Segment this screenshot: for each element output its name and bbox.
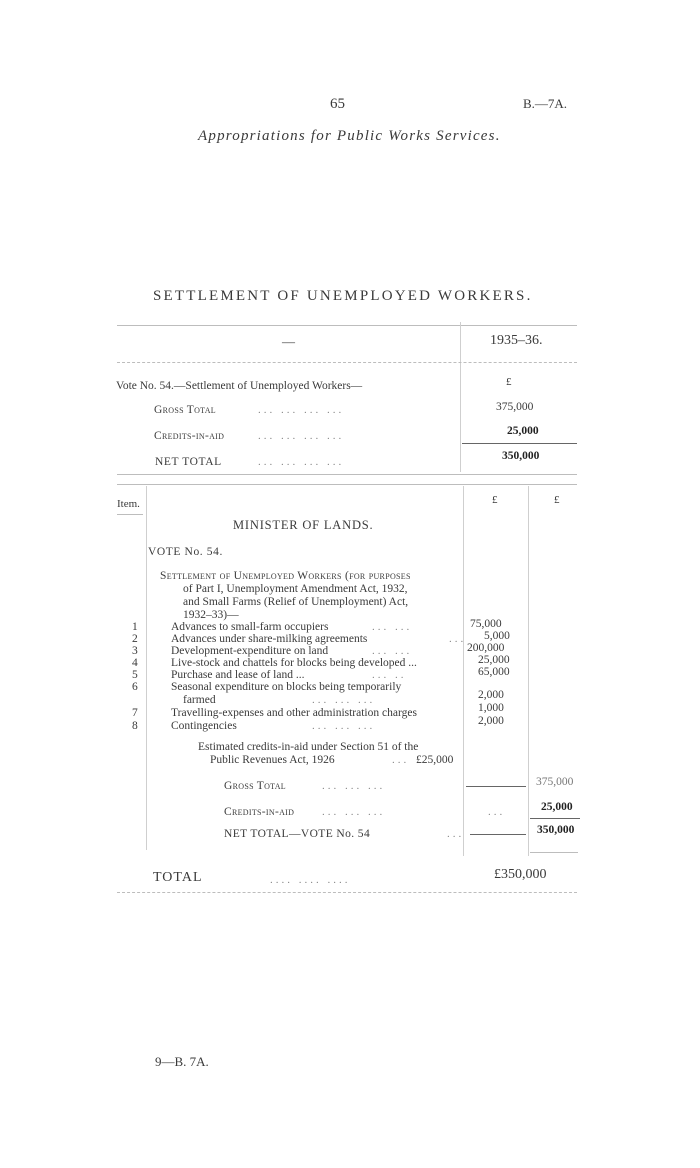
item-text: Purchase and lease of land ...	[171, 669, 305, 681]
page-subtitle: Appropriations for Public Works Services.	[198, 128, 501, 144]
detail-gross-dots: ... ... ...	[322, 780, 386, 792]
summary-net-value: 350,000	[502, 450, 540, 462]
item-number: 2	[132, 633, 138, 645]
summary-header-rule	[117, 362, 577, 363]
gross-dash-rule	[466, 786, 526, 787]
item-text: Seasonal expenditure on blocks being temporarily	[171, 681, 402, 693]
item-dots: ... ..	[372, 669, 407, 681]
item-value: 200,000	[467, 642, 505, 654]
detail-sum-rule	[530, 818, 580, 819]
amount-column-divider-2	[528, 486, 529, 856]
amount-column-divider-1	[463, 486, 464, 856]
intro-line-1: Settlement of Unemployed Workers (for purposes	[160, 570, 411, 582]
summary-sum-rule	[462, 443, 577, 444]
detail-credits-mid: ...	[488, 806, 506, 818]
total-bottom-rule	[117, 892, 577, 893]
total-dots: .... .... ....	[270, 874, 351, 886]
item-dots: ...	[449, 633, 467, 645]
total-value: £350,000	[494, 867, 547, 882]
item-number: 3	[132, 645, 138, 657]
summary-currency: £	[506, 376, 512, 388]
item-value: 2,000	[478, 689, 504, 701]
item-number: 4	[132, 657, 138, 669]
summary-net-label: NET TOTAL	[155, 456, 222, 468]
total-label: TOTAL	[153, 870, 203, 885]
item-text: Development-expenditure on land	[171, 645, 329, 657]
credits-note-dots: ...	[392, 754, 410, 766]
item-value: 75,000	[470, 618, 502, 630]
item-value: 1,000	[478, 702, 504, 714]
intro-line-3: and Small Farms (Relief of Unemployment) Act,	[183, 596, 409, 608]
item-text: Travelling-expenses and other administration charges	[171, 707, 417, 719]
page-number: 65	[330, 96, 345, 112]
item-text: Live-stock and chattels for blocks being developed ...	[171, 657, 417, 669]
footer-signature: 9—B. 7A.	[155, 1054, 209, 1069]
item-column-divider	[146, 486, 147, 850]
detail-gross-value: 375,000	[536, 776, 574, 788]
summary-bottom-rule	[117, 474, 577, 475]
detail-net-label: NET TOTAL—VOTE No. 54	[224, 828, 371, 840]
item-value: 25,000	[478, 654, 510, 666]
summary-dash: —	[282, 334, 295, 349]
item-dots: ... ...	[372, 645, 413, 657]
item-dots: ... ... ...	[312, 720, 376, 732]
item-dots: ... ...	[372, 621, 413, 633]
item-dots: ... ... ...	[312, 694, 376, 706]
detail-top-rule	[117, 484, 577, 485]
detail-currency-1: £	[492, 494, 498, 506]
intro-line-2: of Part I, Unemployment Amendment Act, 1932,	[183, 583, 408, 595]
item-text: Contingencies	[171, 720, 237, 732]
item-number: 1	[132, 621, 138, 633]
item-header-rule	[117, 514, 143, 515]
summary-top-rule	[117, 325, 577, 326]
credits-note-line-1: Estimated credits-in-aid under Section 51 of the	[198, 741, 419, 753]
summary-divider	[460, 322, 461, 472]
credits-note-line-2: Public Revenues Act, 1926	[210, 754, 335, 766]
item-text: Advances to small-farm occupiers	[171, 621, 329, 633]
detail-currency-2: £	[554, 494, 560, 506]
document-code: B.—7A.	[523, 96, 568, 111]
item-number: 6	[132, 681, 138, 693]
summary-net-dots: ... ... ... ...	[258, 456, 345, 468]
vote-heading: VOTE No. 54.	[148, 546, 223, 558]
item-number: 5	[132, 669, 138, 681]
credits-note-value: £25,000	[416, 754, 454, 766]
item-value: 5,000	[484, 630, 510, 642]
detail-credits-label: Credits-in-aid	[224, 806, 295, 818]
detail-bottom-rule	[530, 852, 578, 853]
intro-line-4: 1932–33)—	[183, 609, 239, 621]
summary-credits-value: 25,000	[507, 425, 539, 437]
item-number: 7	[132, 707, 138, 719]
net-dash-rule	[470, 834, 526, 835]
item-text: farmed	[183, 694, 216, 706]
detail-gross-label: Gross Total	[224, 780, 286, 792]
item-text: Advances under share-milking agreements	[171, 633, 368, 645]
section-title: SETTLEMENT OF UNEMPLOYED WORKERS.	[153, 288, 533, 304]
summary-gross-dots: ... ... ... ...	[258, 404, 345, 416]
item-number: 8	[132, 720, 138, 732]
summary-gross-value: 375,000	[496, 401, 534, 413]
item-value: 65,000	[478, 666, 510, 678]
detail-credits-dots: ... ... ...	[322, 806, 386, 818]
item-header: Item.	[117, 498, 140, 510]
year-header: 1935–36.	[490, 333, 543, 348]
detail-net-dots: ...	[447, 828, 465, 840]
vote-label: Vote No. 54.—Settlement of Unemployed Workers—	[116, 380, 363, 392]
minister-heading: MINISTER OF LANDS.	[233, 518, 374, 532]
summary-credits-dots: ... ... ... ...	[258, 430, 345, 442]
item-value: 2,000	[478, 715, 504, 727]
summary-gross-label: Gross Total	[154, 404, 216, 416]
detail-credits-value: 25,000	[541, 801, 573, 813]
summary-credits-label: Credits-in-aid	[154, 430, 225, 442]
detail-net-value: 350,000	[537, 824, 575, 836]
